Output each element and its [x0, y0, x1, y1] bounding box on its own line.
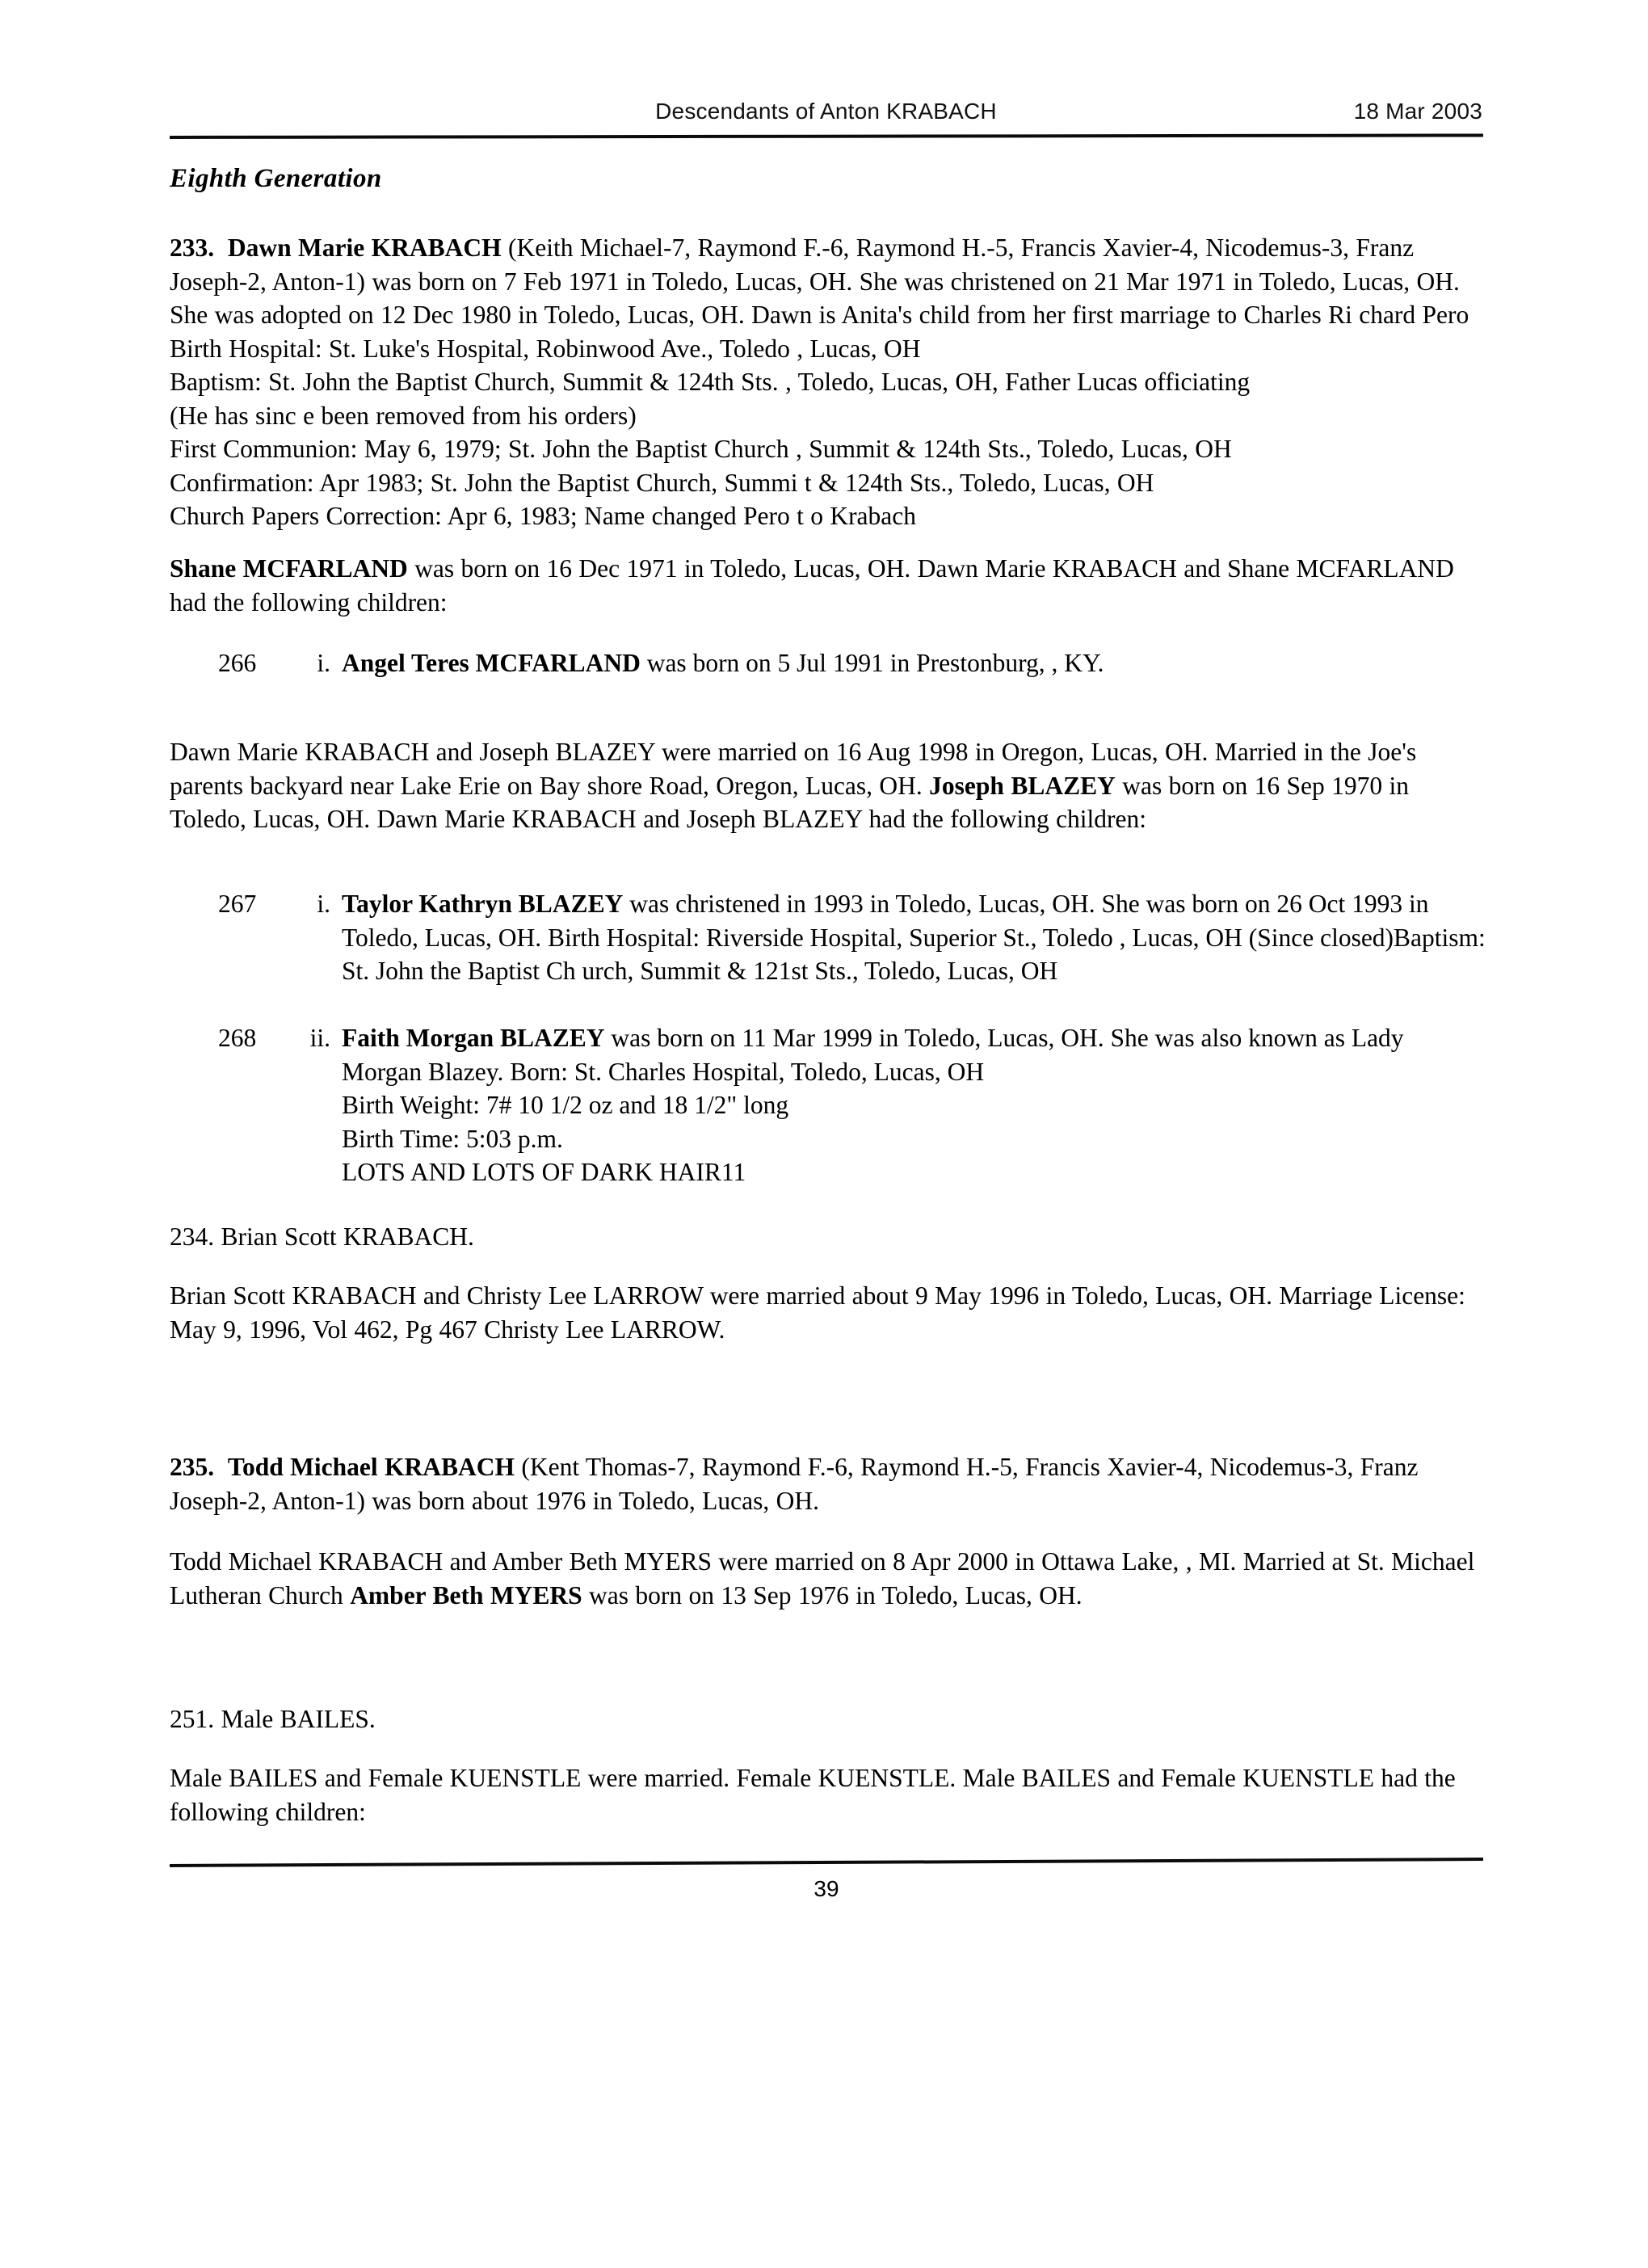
- marriage-blazey-part1: Dawn Marie KRABACH and Joseph BLAZEY were married on 16 Aug 1998 in Oregon, Lucas, OH. Married in the Joe's parents backyard near Lake Erie on Bay shore Road, Oregon, Lucas, OH.: [170, 738, 1417, 800]
- marriage-blazey-paragraph: [170, 735, 1486, 836]
- entry-235-name: Todd Michael KRABACH: [227, 1453, 515, 1481]
- entry-234-marriage-block: [170, 1279, 1486, 1346]
- entry-234-heading: 234. Brian Scott KRABACH.: [170, 1222, 474, 1251]
- entry-235-marriage-spouse: Amber Beth MYERS: [350, 1580, 582, 1609]
- entry-233-note-4: Church Papers Correction: Apr 6, 1983; Name changed Pero t o Krabach: [170, 502, 916, 530]
- entry-235-marriage-part2: was born on 13 Sep 1976 in Toledo, Lucas, OH.: [582, 1580, 1083, 1609]
- marriage-blazey-block: [170, 735, 1486, 836]
- entry-233: [170, 231, 1486, 533]
- marriage-blazey-spouse: Joseph BLAZEY: [929, 771, 1116, 800]
- entry-235-detail: (Kent Thomas-7, Raymond F.-6, Raymond H.-5, Francis Xavier-4, Nicodemus-3, Franz Joseph-2, Anton-1) was born about 1976 in Toledo, Lucas, OH.: [170, 1453, 1419, 1515]
- child-267-text: [342, 887, 1486, 988]
- entry-233-number: 233.: [170, 234, 215, 262]
- spouse-mcfarland-paragraph: [170, 552, 1486, 619]
- child-268-number: 268: [218, 1024, 257, 1052]
- header-title: Descendants of Anton KRABACH: [655, 99, 997, 124]
- entry-233-note-3: Confirmation: Apr 1983; St. John the Baptist Church, Summi t & 124th Sts., Toledo, Lucas, OH: [170, 468, 1154, 497]
- child-267-roman: i.: [317, 890, 330, 918]
- page-number: 39: [813, 1876, 839, 1901]
- child-266-number: 266: [218, 649, 257, 677]
- entry-235-marriage-part1: Todd Michael KRABACH and Amber Beth MYERS were married on 8 Apr 2000 in Ottawa Lake, , MI. Married at St. Michael Lutheran Church: [170, 1547, 1475, 1609]
- header-date: 18 Mar 2003: [1353, 99, 1482, 124]
- page-header: [170, 99, 1482, 124]
- child-entry-267: [170, 887, 1486, 988]
- spouse-mcfarland-block: [170, 552, 1486, 619]
- child-268-extra-1: Birth Time: 5:03 p.m.: [342, 1124, 563, 1153]
- entry-233-name: Dawn Marie KRABACH: [227, 234, 502, 262]
- entry-233-note-2: First Communion: May 6, 1979; St. John the Baptist Church , Summit & 124th Sts., Toledo, Lucas, OH: [170, 435, 1232, 463]
- entry-251-marriage: Male BAILES and Female KUENSTLE were married. Female KUENSTLE. Male BAILES and Female KUENSTLE had the following children:: [170, 1764, 1456, 1826]
- child-268-roman: ii.: [309, 1024, 330, 1052]
- child-266-roman: i.: [317, 649, 330, 677]
- entry-234-heading-block: [170, 1220, 1486, 1254]
- child-266-text: [342, 646, 1486, 680]
- entry-233-note-1: (He has sinc e been removed from his orders): [170, 401, 637, 430]
- entry-235-main: [170, 1450, 1486, 1517]
- entry-251-heading: 251. Male BAILES.: [170, 1705, 376, 1733]
- child-266-name: Angel Teres MCFARLAND: [342, 649, 641, 677]
- child-entry-268: [170, 1021, 1486, 1189]
- child-268-detail: was born on 11 Mar 1999 in Toledo, Lucas, OH. She was also known as Lady Morgan Blazey. Born: St. Charles Hospital, Toledo, Lucas, OH: [342, 1024, 1404, 1086]
- entry-234-marriage: Brian Scott KRABACH and Christy Lee LARROW were married about 9 May 1996 in Toledo, Lucas, OH. Marriage License: May 9, 1996, Vol 462, Pg 467 Christy Lee LARROW.: [170, 1281, 1465, 1344]
- marriage-blazey-part2: was born on 16 Sep 1970 in Toledo, Lucas, OH. Dawn Marie KRABACH and Joseph BLAZEY had the following children:: [170, 771, 1409, 833]
- spouse-mcfarland-name: Shane MCFARLAND: [170, 554, 408, 583]
- child-266-detail: was born on 5 Jul 1991 in Prestonburg, , KY.: [640, 649, 1104, 677]
- entry-233-detail: (Keith Michael-7, Raymond F.-6, Raymond H.-5, Francis Xavier-4, Nicodemus-3, Franz Joseph-2, Anton-1) was born on 7 Feb 1971 in Toledo, Lucas, OH. She was christened on 21 Mar 1971 in Toledo, Lucas, OH. She was adopted on 12 Dec 1980 in Toledo, Lucas, OH. Dawn is Anita's child from her first marriage to Charles Ri chard Pero Birth Hospital: St. Luke's Hospital, Robinwood Ave., Toledo , Lucas, OH: [170, 234, 1469, 363]
- footer-rule: [170, 1858, 1483, 1867]
- entry-235-number: 235.: [170, 1453, 215, 1481]
- header-rule: [170, 133, 1483, 139]
- child-267-name: Taylor Kathryn BLAZEY: [342, 890, 624, 918]
- entry-233-main: [170, 231, 1486, 365]
- entry-251-marriage-block: [170, 1761, 1486, 1828]
- child-268-extra-2: LOTS AND LOTS OF DARK HAIR11: [342, 1158, 746, 1186]
- child-268-extra-0: Birth Weight: 7# 10 1/2 oz and 18 1/2" long: [342, 1091, 789, 1119]
- generation-heading: Eighth Generation: [170, 164, 382, 193]
- child-268-name: Faith Morgan BLAZEY: [342, 1024, 605, 1052]
- entry-251-heading-block: [170, 1702, 1486, 1736]
- entry-235-block: [170, 1450, 1486, 1517]
- entry-235-marriage-block: [170, 1545, 1486, 1612]
- entry-233-note-0: Baptism: St. John the Baptist Church, Summit & 124th Sts. , Toledo, Lucas, OH, Father Lucas officiating: [170, 368, 1251, 396]
- child-267-number: 267: [218, 890, 257, 918]
- child-268-text: [342, 1021, 1486, 1189]
- spouse-mcfarland-text: was born on 16 Dec 1971 in Toledo, Lucas, OH. Dawn Marie KRABACH and Shane MCFARLAND had the following children:: [170, 554, 1454, 616]
- child-entry-266: [170, 646, 1486, 680]
- entry-235-marriage-paragraph: [170, 1545, 1486, 1612]
- child-267-detail: was christened in 1993 in Toledo, Lucas, OH. She was born on 26 Oct 1993 in Toledo, Lucas, OH. Birth Hospital: Riverside Hospital, Superior St., Toledo , Lucas, OH (Since closed)Baptism: St. John the Baptist Ch urch, Summit & 121st Sts., Toledo, Lucas, OH: [342, 890, 1486, 985]
